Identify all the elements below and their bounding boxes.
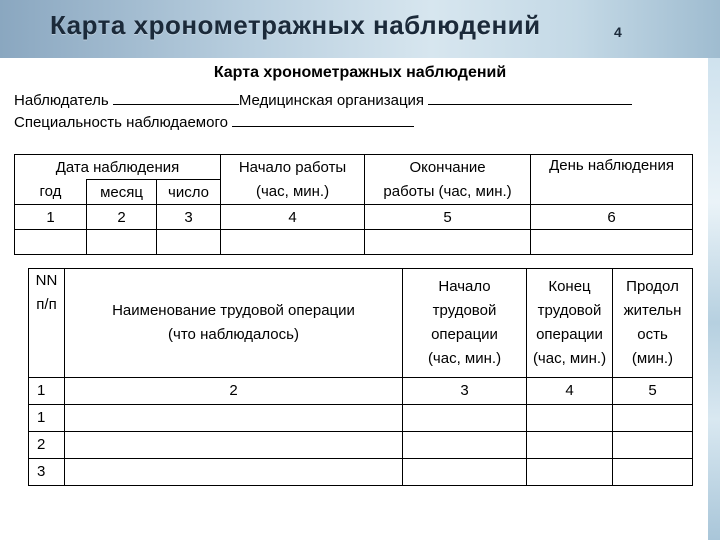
- operation-name-header: [65, 269, 403, 378]
- table-row: [29, 432, 693, 459]
- empty-cell[interactable]: [403, 405, 527, 432]
- table-row: [29, 405, 693, 432]
- observer-label: Наблюдатель: [14, 92, 109, 109]
- empty-cell[interactable]: [531, 230, 693, 255]
- month-header: месяц: [87, 180, 157, 205]
- header-line: (час, мин.): [427, 350, 502, 367]
- header-line: Начало: [438, 278, 491, 295]
- slide-number: 4: [614, 24, 622, 40]
- operation-name-line1: Наименование трудовой операции: [112, 302, 355, 319]
- col-number: 2: [65, 378, 403, 405]
- decorative-side-strip: [708, 58, 720, 540]
- empty-cell[interactable]: [403, 432, 527, 459]
- empty-cell[interactable]: [65, 459, 403, 486]
- empty-cell[interactable]: [87, 230, 157, 255]
- column-number-row: [15, 205, 693, 230]
- day-header: День наблюдения: [531, 155, 693, 205]
- operation-name-line2: (что наблюдалось): [168, 326, 299, 343]
- specialty-label: Специальность наблюдаемого: [14, 114, 228, 131]
- date-header: Дата наблюдения: [15, 155, 221, 180]
- empty-cell[interactable]: [403, 459, 527, 486]
- empty-cell[interactable]: [365, 230, 531, 255]
- empty-cell[interactable]: [613, 459, 693, 486]
- row-number: 3: [29, 459, 65, 486]
- column-number-row: [29, 378, 693, 405]
- operation-start-header: [403, 269, 527, 378]
- observer-blank-field[interactable]: [113, 90, 239, 105]
- header-line: ость: [637, 326, 668, 343]
- header-line: трудовой: [537, 302, 602, 319]
- header-line: Продол: [626, 278, 679, 295]
- day-of-month-header: число: [157, 180, 221, 205]
- col-number: 3: [157, 205, 221, 230]
- col-number: 6: [531, 205, 693, 230]
- organization-label: Медицинская организация: [238, 92, 425, 109]
- col-number: 1: [15, 205, 87, 230]
- col-number: 4: [527, 378, 613, 405]
- nn-header-line1: NN: [35, 272, 58, 289]
- nn-header: [29, 269, 65, 378]
- row-number: 2: [29, 432, 65, 459]
- nn-header-line2: п/п: [36, 296, 57, 313]
- operations-table: [28, 268, 693, 486]
- col-number: 5: [613, 378, 693, 405]
- header-line: (мин.): [631, 350, 674, 367]
- empty-cell[interactable]: [221, 230, 365, 255]
- table-row: [29, 459, 693, 486]
- empty-cell[interactable]: [65, 405, 403, 432]
- row-number: 1: [29, 405, 65, 432]
- header-line: операции: [431, 326, 498, 343]
- start-header-line2: (час, мин.): [221, 180, 365, 205]
- empty-cell[interactable]: [527, 432, 613, 459]
- slide-header: [0, 0, 720, 58]
- col-number: 5: [365, 205, 531, 230]
- observation-date-table: [14, 154, 693, 255]
- observer-line: [14, 90, 632, 109]
- specialty-line: [14, 112, 414, 131]
- empty-cell[interactable]: [15, 230, 87, 255]
- duration-header: [613, 269, 693, 378]
- empty-cell[interactable]: [157, 230, 221, 255]
- slide-title: Карта хронометражных наблюдений: [50, 10, 541, 40]
- col-number: 4: [221, 205, 365, 230]
- header-line: Конец: [548, 278, 591, 295]
- header-line: (час, мин.): [532, 350, 607, 367]
- header-line: операции: [536, 326, 603, 343]
- start-header-line1: Начало работы: [221, 155, 365, 180]
- end-header-line2: работы (час, мин.): [365, 180, 531, 205]
- col-number: 2: [87, 205, 157, 230]
- specialty-blank-field[interactable]: [232, 112, 414, 127]
- header-line: трудовой: [432, 302, 497, 319]
- header-line: жительн: [623, 302, 682, 319]
- col-number: 1: [29, 378, 65, 405]
- empty-cell[interactable]: [527, 405, 613, 432]
- empty-cell[interactable]: [65, 432, 403, 459]
- empty-cell[interactable]: [613, 405, 693, 432]
- card-title: Карта хронометражных наблюдений: [213, 64, 507, 81]
- organization-blank-field[interactable]: [428, 90, 632, 105]
- operation-end-header: [527, 269, 613, 378]
- end-header-line1: Окончание: [365, 155, 531, 180]
- empty-cell[interactable]: [613, 432, 693, 459]
- table-row: [15, 230, 693, 255]
- year-header: год: [15, 180, 87, 205]
- col-number: 3: [403, 378, 527, 405]
- empty-cell[interactable]: [527, 459, 613, 486]
